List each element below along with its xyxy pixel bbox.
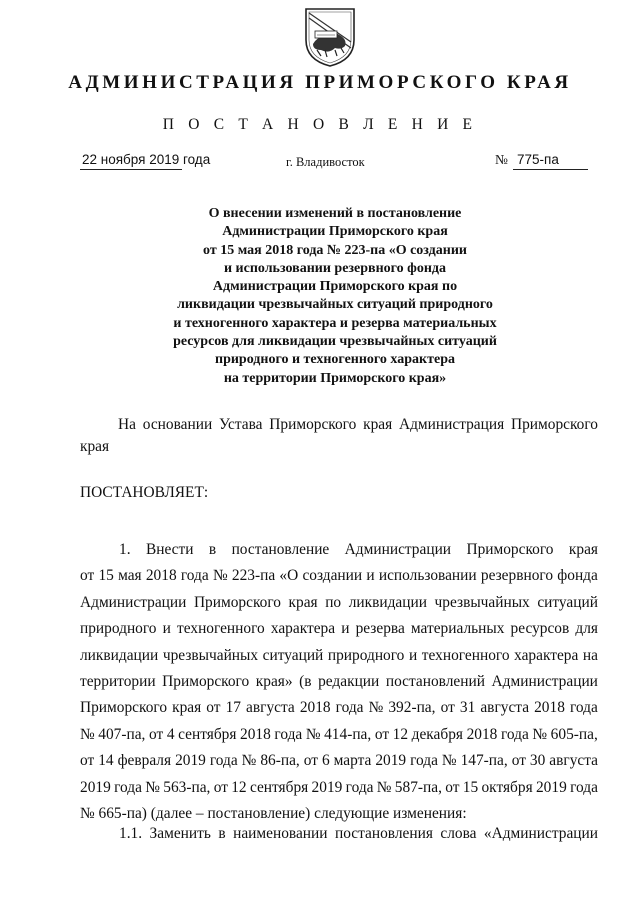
word: края [568, 541, 598, 558]
word: августа [480, 699, 530, 717]
coat-of-arms-emblem [303, 4, 357, 68]
word: февраля [117, 752, 172, 770]
word: 2018 [145, 567, 177, 585]
word: декабря [411, 725, 463, 743]
decree-heading: ПОСТАНОВЛЯЕТ: [80, 484, 209, 501]
word: ситуаций [537, 593, 598, 611]
word: постановление [231, 541, 330, 558]
word: создании [302, 567, 363, 585]
word: № [241, 752, 257, 770]
word: края» [255, 673, 293, 691]
word: Приморского [510, 416, 598, 433]
number-underline [513, 169, 588, 170]
word: Устава [218, 416, 263, 433]
text-line [80, 748, 598, 774]
word: Администрации [491, 673, 598, 691]
word: ресурсов [510, 620, 570, 638]
word: чрезвычайных [162, 646, 259, 664]
word: резервного [480, 567, 554, 585]
word: Администрации [80, 593, 187, 611]
word: 223-па [231, 567, 276, 585]
word: от [303, 752, 318, 770]
word: 30 [529, 752, 546, 770]
word: года [180, 567, 209, 585]
word: Администрация [398, 416, 505, 433]
word: Приморского [80, 699, 168, 717]
word: от [440, 699, 455, 717]
word: и [366, 567, 375, 585]
word: 6 [321, 752, 330, 770]
word: от [374, 725, 390, 743]
title-line: и техногенного характера и резерва материальных [173, 315, 497, 331]
word: от [149, 725, 164, 743]
document-number: 775-па [517, 152, 559, 167]
text-line [80, 643, 598, 669]
basis-line: края [80, 438, 110, 455]
word: августа [549, 752, 598, 770]
word: техногенного [421, 646, 510, 664]
word: 12 [231, 778, 247, 796]
word: 17 [225, 699, 241, 717]
word: 15 [462, 778, 479, 796]
word: 2018 [466, 725, 498, 743]
title-line: от 15 мая 2018 года № 223-па «О создании [203, 242, 467, 258]
word: слова [440, 825, 477, 842]
word: в [208, 541, 217, 558]
word: в [218, 825, 226, 842]
word: сентября [249, 778, 309, 796]
title-line: ресурсов для ликвидации чрезвычайных ситуаций [173, 334, 497, 350]
word: На [118, 416, 136, 433]
word: № [368, 699, 384, 717]
word: мая [118, 567, 142, 585]
word: 147-па, [460, 752, 508, 770]
text-line [80, 590, 598, 616]
word: Администрации [344, 541, 452, 558]
word: края [288, 593, 318, 611]
basis-line [80, 414, 598, 436]
word: года [570, 778, 598, 796]
text-line [80, 775, 598, 801]
word: 12 [392, 725, 409, 743]
word: природного [80, 620, 157, 638]
word: 15 [98, 567, 114, 585]
title-line: природного и техногенного характера [215, 352, 455, 368]
word: года [114, 778, 142, 796]
word: 605-па, [550, 725, 598, 743]
item-1-paragraph [80, 537, 598, 827]
word: 1.1. [119, 825, 143, 842]
word: сентября [178, 725, 237, 743]
word: августа [246, 699, 295, 717]
title-line: Администрации Приморского края по [212, 279, 458, 295]
word: года [209, 752, 238, 770]
word: чрезвычайных [434, 593, 530, 611]
word: 414-па, [324, 725, 372, 743]
word: 2018 [534, 699, 565, 717]
word: № [532, 725, 548, 743]
word: № [441, 752, 457, 770]
word: (в [299, 673, 312, 691]
word: № [145, 778, 160, 796]
document-type: П О С Т А Н О В Л Е Н И Е [162, 116, 478, 133]
basis-paragraph [80, 414, 598, 458]
text-line: № 665-па) (далее – постановление) следующие изменения: [80, 805, 467, 823]
word: от [213, 778, 228, 796]
word: года [410, 752, 438, 770]
word: 2019 [375, 752, 407, 770]
word: 2018 [299, 699, 331, 717]
word: 587-па, [394, 778, 442, 796]
document-city: г. Владивосток [286, 155, 365, 169]
text-line [80, 563, 598, 589]
word: от [80, 752, 95, 770]
document-title [100, 205, 570, 388]
text-line [80, 695, 598, 721]
word: 14 [98, 752, 114, 770]
word: № [305, 725, 321, 743]
word: края [363, 416, 393, 433]
organization-name: АДМИНИСТРАЦИЯ ПРИМОРСКОГО КРАЯ [68, 72, 572, 93]
word: Заменить [149, 825, 211, 842]
word: года [345, 778, 374, 796]
word: 407-па, [98, 725, 146, 743]
word: и [341, 620, 350, 638]
title-line: Администрации Приморского края [222, 224, 448, 240]
word: «Администрации [483, 825, 598, 842]
word: характера [514, 646, 579, 664]
word: Приморского [162, 673, 250, 691]
word: 1. [119, 541, 131, 558]
word: материальных [410, 620, 505, 638]
word: Приморского [466, 541, 554, 558]
title-line: на территории Приморского края» [223, 370, 447, 386]
word: 563-па, [163, 778, 211, 796]
word: от [511, 752, 526, 770]
word: Приморского [193, 593, 281, 611]
item-1-1-paragraph [80, 821, 598, 847]
word: по [325, 593, 342, 611]
word: постановлений [385, 673, 485, 691]
word: года [500, 725, 529, 743]
word: 86-па, [260, 752, 300, 770]
text-line [80, 722, 598, 748]
word: ликвидации [80, 646, 159, 664]
word: резерва [355, 620, 405, 638]
word: от [445, 778, 460, 796]
word: 392-па, [388, 699, 436, 717]
word: наименовании [233, 825, 328, 842]
word: использовании [378, 567, 477, 585]
text-line [80, 537, 598, 563]
word: 2018 [240, 725, 271, 743]
title-line: О внесении изменений в постановление [208, 206, 462, 221]
word: для [575, 620, 598, 638]
word: № [376, 778, 392, 796]
word: 2019 [175, 752, 206, 770]
word: фонда [557, 567, 598, 585]
word: 2019 [535, 778, 567, 796]
document-date: 22 ноября 2019 года [82, 152, 211, 167]
word: от [206, 699, 221, 717]
word: основании [142, 416, 213, 433]
word: года [569, 699, 598, 717]
word: природного [327, 646, 405, 664]
word: 2019 [80, 778, 111, 796]
text-line [80, 616, 598, 642]
word: 31 [459, 699, 476, 717]
word: ситуаций [262, 646, 324, 664]
word: марта [333, 752, 372, 770]
word: и [408, 646, 418, 664]
word: территории [80, 673, 156, 691]
word: постановления [334, 825, 433, 842]
number-sign: № [495, 152, 508, 167]
word: № [212, 567, 228, 585]
word: от [80, 567, 95, 585]
word: края [172, 699, 202, 717]
word: на [582, 646, 598, 664]
word: года [274, 725, 303, 743]
text-line [80, 669, 598, 695]
word: Приморского [269, 416, 357, 433]
word: характера [270, 620, 336, 638]
word: и [162, 620, 171, 638]
text-line [80, 821, 598, 847]
word: техногенного [177, 620, 265, 638]
word: «О [279, 567, 299, 585]
word: Внести [145, 541, 194, 558]
word: 2019 [311, 778, 343, 796]
word: редакции [318, 673, 380, 691]
word: 4 [166, 725, 175, 743]
title-line: и использовании резервного фонда [223, 260, 447, 276]
title-line: ликвидации чрезвычайных ситуаций природного [177, 297, 493, 313]
word: ликвидации [348, 593, 427, 611]
word: года [335, 699, 364, 717]
word: № [80, 725, 95, 743]
word: октября [481, 778, 533, 796]
date-underline [80, 169, 182, 170]
